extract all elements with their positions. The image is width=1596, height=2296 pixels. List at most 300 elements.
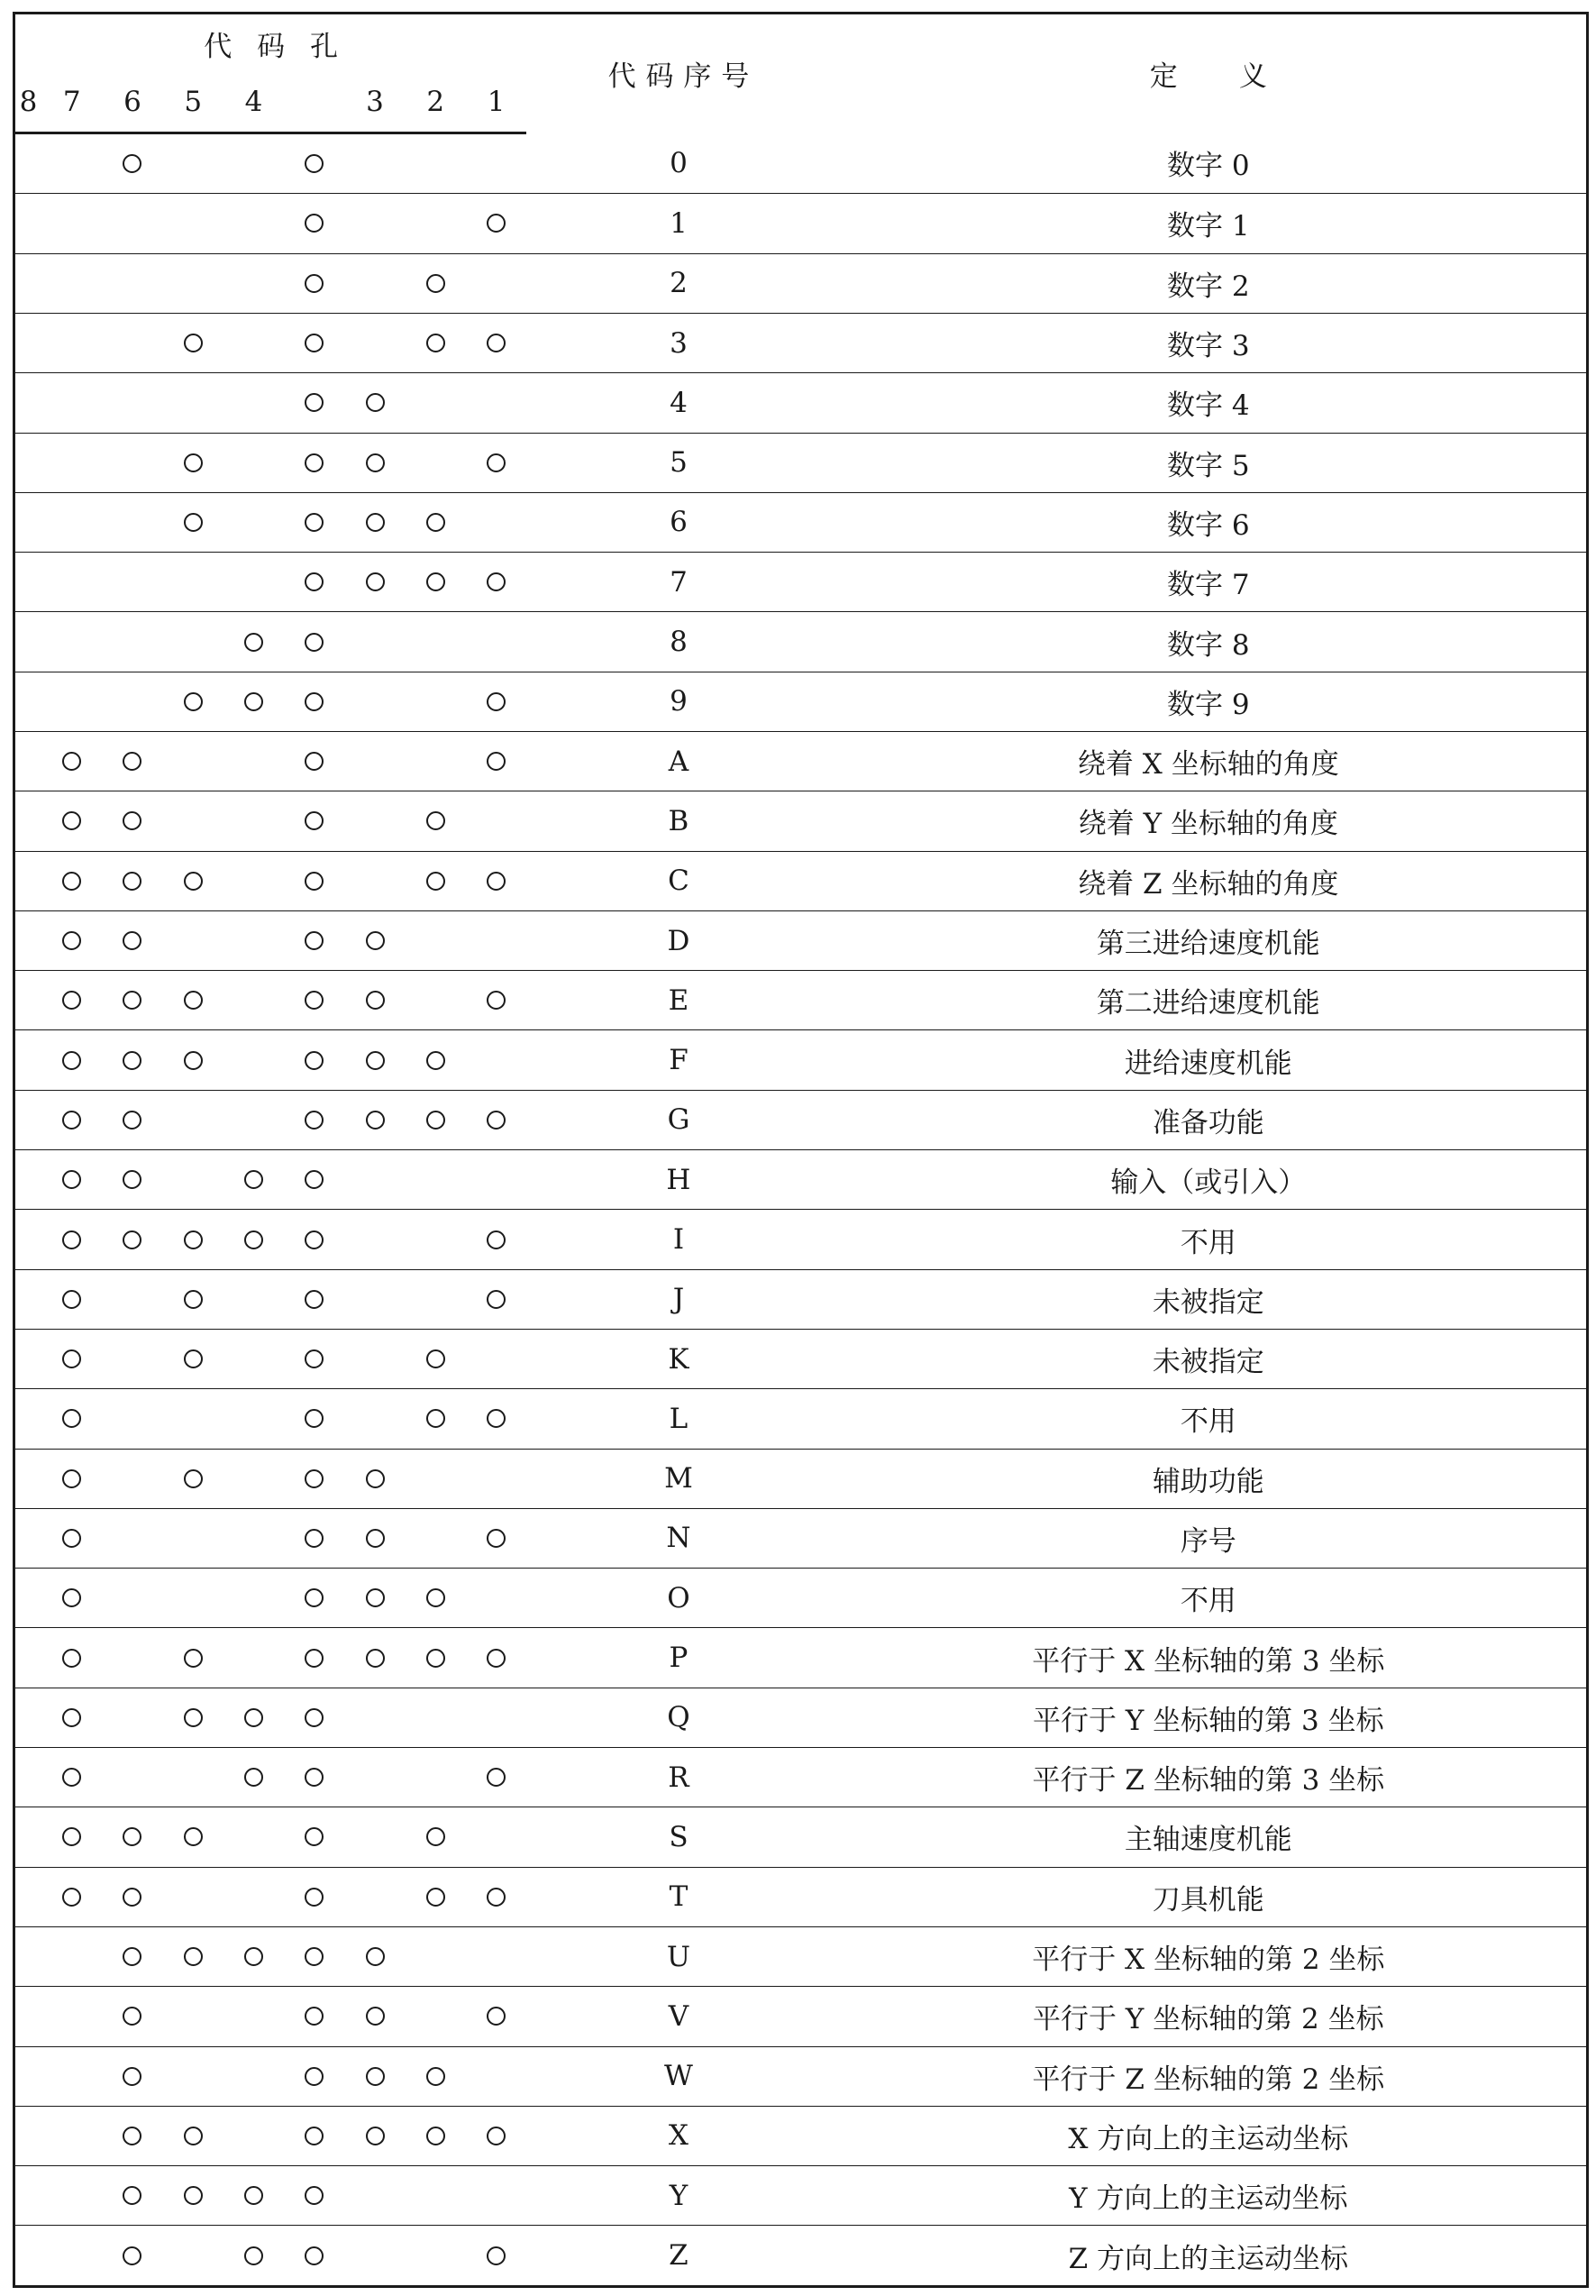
punched-hole-icon [487, 572, 506, 591]
hole-cell [14, 1688, 42, 1747]
hole-cell [163, 1389, 223, 1449]
punched-hole-icon [487, 1768, 506, 1787]
hole-cell [466, 1389, 526, 1449]
table-row [14, 1748, 1588, 1807]
hole-cell [344, 1688, 405, 1747]
hole-cell [344, 1867, 405, 1926]
hole-cell [102, 1508, 162, 1568]
hole-cell [14, 791, 42, 851]
punched-hole-icon [487, 1230, 506, 1249]
punched-hole-icon [123, 154, 141, 173]
punched-hole-icon [487, 1111, 506, 1130]
hole-cell [344, 1508, 405, 1568]
table-row [14, 253, 1588, 313]
punched-hole-icon [366, 1469, 385, 1488]
hole-cell [163, 2046, 223, 2106]
hole-cell [223, 433, 284, 492]
hole-cell [14, 612, 42, 672]
table-row [14, 1508, 1588, 1568]
hole-cell [466, 672, 526, 731]
hole-cell [41, 1628, 102, 1688]
hole-cell [163, 2106, 223, 2165]
hole-cell [284, 1210, 344, 1269]
hole-cell [406, 2106, 466, 2165]
hole-cell [344, 851, 405, 910]
hole-cell [223, 133, 284, 194]
hole-cell [223, 2046, 284, 2106]
hole-cell [344, 1748, 405, 1807]
hole-cell [223, 1449, 284, 1508]
hole-cell [163, 971, 223, 1030]
hole-cell [163, 1449, 223, 1508]
hole-cell [14, 2106, 42, 2165]
hole-cell [102, 1569, 162, 1628]
punched-hole-icon [305, 2246, 324, 2265]
hole-cell [466, 553, 526, 612]
table-row [14, 373, 1588, 433]
punched-hole-icon [62, 1409, 81, 1428]
hole-cell [466, 1807, 526, 1867]
definition-cell: 平行于 Z 坐标轴的第 2 坐标 [831, 2046, 1588, 2106]
code-seq-cell: Z [669, 2239, 689, 2273]
punched-hole-icon [426, 572, 445, 591]
bit-label: 3 [344, 72, 405, 133]
punched-hole-icon [305, 2067, 324, 2086]
hole-cell [102, 672, 162, 731]
punched-hole-icon [305, 1947, 324, 1966]
code-seq-cell: E [526, 971, 830, 1030]
hole-cell [284, 313, 344, 372]
hole-cell [163, 373, 223, 433]
code-seq-cell: O [526, 1569, 830, 1628]
hole-cell [41, 1569, 102, 1628]
hole-cell [163, 133, 223, 194]
hole-cell [14, 851, 42, 910]
hole-cell [223, 731, 284, 791]
hole-cell [41, 1748, 102, 1807]
hole-cell [466, 2166, 526, 2226]
hole-cell [344, 612, 405, 672]
punched-hole-icon [366, 1529, 385, 1548]
punched-hole-icon [184, 991, 203, 1010]
hole-cell [102, 433, 162, 492]
hole-cell [284, 1569, 344, 1628]
hole-cell [14, 1449, 42, 1508]
punched-hole-icon [305, 1529, 324, 1548]
hole-cell [102, 1748, 162, 1807]
hole-cell [466, 1090, 526, 1149]
definition-cell: 数字 4 [831, 373, 1588, 433]
hole-cell [41, 2106, 102, 2165]
hole-cell [223, 1987, 284, 2046]
hole-cell [102, 1329, 162, 1388]
hole-cell [163, 1269, 223, 1329]
hole-cell [284, 1748, 344, 1807]
bit-label: 4 [223, 72, 284, 133]
hole-cell [284, 1807, 344, 1867]
hole-cell [406, 1210, 466, 1269]
hole-cell [163, 1329, 223, 1388]
punched-hole-icon [123, 752, 141, 771]
punched-hole-icon [366, 1588, 385, 1607]
hole-cell [102, 2226, 162, 2287]
punched-hole-icon [426, 1649, 445, 1668]
code-seq-cell: 0 [526, 133, 830, 194]
code-seq-cell: I [526, 1210, 830, 1269]
hole-cell [14, 1150, 42, 1210]
punched-hole-icon [487, 752, 506, 771]
definition-cell: 数字 0 [831, 133, 1588, 194]
hole-cell [223, 492, 284, 552]
punched-hole-icon [184, 1230, 203, 1249]
punched-hole-icon [305, 1230, 324, 1249]
hole-cell [466, 2226, 526, 2287]
punched-hole-icon [305, 1409, 324, 1428]
hole-cell [466, 1210, 526, 1269]
table-row [14, 492, 1588, 552]
hole-cell [406, 731, 466, 791]
hole-cell [344, 672, 405, 731]
punched-hole-icon [305, 1768, 324, 1787]
hole-cell [284, 1926, 344, 1986]
hole-cell [14, 2226, 42, 2287]
definition-cell: 绕着 Z 坐标轴的角度 [831, 851, 1588, 910]
bit-label: 2 [406, 72, 466, 133]
punched-hole-icon [244, 1170, 263, 1189]
hole-cell [102, 373, 162, 433]
punched-hole-icon [426, 334, 445, 352]
punched-hole-icon [426, 1409, 445, 1428]
hole-cell [102, 612, 162, 672]
definition-header: 定义 [1149, 60, 1329, 94]
hole-cell [41, 851, 102, 910]
hole-cell [14, 1030, 42, 1090]
hole-cell [41, 2226, 102, 2287]
punched-hole-icon [62, 1888, 81, 1907]
hole-cell [284, 612, 344, 672]
hole-cell [406, 1569, 466, 1628]
punched-hole-icon [426, 1051, 445, 1070]
hole-cell [41, 910, 102, 970]
hole-cell [14, 133, 42, 194]
table-row [14, 2046, 1588, 2106]
hole-cell [223, 1807, 284, 1867]
definition-cell: 数字 1 [831, 194, 1588, 253]
hole-cell [102, 910, 162, 970]
hole-cell [102, 851, 162, 910]
punched-hole-icon [62, 1469, 81, 1488]
hole-cell [223, 1926, 284, 1986]
punched-hole-icon [244, 1768, 263, 1787]
definition-cell: 未被指定 [831, 1329, 1588, 1388]
hole-cell [223, 553, 284, 612]
hole-cell [406, 1867, 466, 1926]
hole-cell [102, 1867, 162, 1926]
hole-cell [163, 1867, 223, 1926]
code-seq-cell: W [526, 2046, 830, 2106]
definition-cell: 不用 [831, 1210, 1588, 1269]
punched-hole-icon [305, 1290, 324, 1309]
punched-hole-icon [366, 1947, 385, 1966]
definition-cell: 平行于 X 坐标轴的第 2 坐标 [831, 1926, 1588, 1986]
hole-cell [102, 971, 162, 1030]
hole-cell [223, 1508, 284, 1568]
punched-hole-icon [305, 1051, 324, 1070]
hole-cell [466, 971, 526, 1030]
punched-hole-icon [184, 872, 203, 891]
punched-hole-icon [305, 1111, 324, 1130]
punched-hole-icon [426, 2067, 445, 2086]
hole-cell [102, 1926, 162, 1986]
hole-cell [344, 133, 405, 194]
hole-cell [102, 1150, 162, 1210]
punched-hole-icon [184, 1349, 203, 1368]
definition-cell: 未被指定 [831, 1269, 1588, 1329]
hole-cell [344, 1150, 405, 1210]
punched-hole-icon [184, 1947, 203, 1966]
hole-cell [41, 791, 102, 851]
hole-cell [344, 1329, 405, 1388]
punched-hole-icon [184, 1827, 203, 1846]
punched-hole-icon [305, 633, 324, 652]
code-seq-cell: V [526, 1987, 830, 2046]
bit-label: 7 [41, 72, 102, 133]
hole-cell [14, 1090, 42, 1149]
hole-cell [41, 1329, 102, 1388]
bit-label: 1 [466, 72, 526, 133]
hole-cell [223, 971, 284, 1030]
hole-cell [344, 1807, 405, 1867]
hole-cell [284, 2226, 344, 2287]
punched-hole-icon [62, 1708, 81, 1727]
hole-cell [41, 1987, 102, 2046]
punched-hole-icon [366, 1111, 385, 1130]
hole-cell [163, 1748, 223, 1807]
hole-cell [406, 1748, 466, 1807]
code-seq-cell: 8 [526, 612, 830, 672]
hole-cell [466, 1569, 526, 1628]
hole-cell [41, 253, 102, 313]
hole-cell [466, 1508, 526, 1568]
hole-cell [163, 1807, 223, 1867]
punched-hole-icon [62, 1051, 81, 1070]
punched-hole-icon [62, 1768, 81, 1787]
punched-hole-icon [487, 1649, 506, 1668]
punched-hole-icon [123, 872, 141, 891]
hole-cell [406, 133, 466, 194]
hole-cell [344, 2166, 405, 2226]
hole-cell [284, 1090, 344, 1149]
punched-hole-icon [487, 2007, 506, 2026]
hole-cell [284, 1269, 344, 1329]
punched-hole-icon [305, 811, 324, 830]
hole-cell [406, 2046, 466, 2106]
table-row [14, 313, 1588, 372]
hole-cell [14, 194, 42, 253]
punched-hole-icon [184, 1649, 203, 1668]
hole-cell [163, 672, 223, 731]
hole-cell [284, 373, 344, 433]
hole-cell [344, 492, 405, 552]
punched-hole-icon [305, 1469, 324, 1488]
hole-cell [406, 313, 466, 372]
hole-cell [14, 1508, 42, 1568]
hole-cell [406, 1508, 466, 1568]
hole-cell [406, 2226, 466, 2287]
hole-cell [41, 731, 102, 791]
definition-cell: 平行于 Y 坐标轴的第 3 坐标 [831, 1688, 1588, 1747]
hole-cell [223, 1269, 284, 1329]
hole-cell [41, 1688, 102, 1747]
punched-hole-icon [426, 1588, 445, 1607]
hole-cell [284, 133, 344, 194]
definition-cell: 第三进给速度机能 [831, 910, 1588, 970]
punched-hole-icon [487, 991, 506, 1010]
punched-hole-icon [62, 1170, 81, 1189]
punched-hole-icon [487, 453, 506, 472]
punched-hole-icon [366, 931, 385, 950]
hole-cell [163, 253, 223, 313]
hole-cell [163, 1508, 223, 1568]
hole-cell [466, 194, 526, 253]
hole-cell [344, 1449, 405, 1508]
punched-hole-icon [62, 1529, 81, 1548]
hole-cell [223, 194, 284, 253]
hole-cell [284, 731, 344, 791]
table-row [14, 612, 1588, 672]
code-seq-cell: H [526, 1150, 830, 1210]
code-seq-cell: G [526, 1090, 830, 1149]
punched-hole-icon [305, 513, 324, 532]
definition-cell: 主轴速度机能 [831, 1807, 1588, 1867]
hole-cell [41, 2046, 102, 2106]
hole-cell [466, 1688, 526, 1747]
hole-cell [41, 373, 102, 433]
hole-cell [466, 731, 526, 791]
hole-cell [344, 1628, 405, 1688]
hole-cell [163, 791, 223, 851]
definition-cell: 不用 [831, 1569, 1588, 1628]
hole-cell [14, 253, 42, 313]
hole-cell [41, 492, 102, 552]
hole-cell [466, 851, 526, 910]
hole-cell [223, 1150, 284, 1210]
code-seq-cell: Q [526, 1688, 830, 1747]
code-seq-cell: 5 [526, 433, 830, 492]
hole-cell [344, 1569, 405, 1628]
definition-cell: 数字 2 [831, 253, 1588, 313]
punched-hole-icon [184, 334, 203, 352]
table-row [14, 1926, 1588, 1986]
punched-hole-icon [366, 513, 385, 532]
punched-hole-icon [123, 811, 141, 830]
hole-cell [344, 2106, 405, 2165]
punched-hole-icon [305, 2186, 324, 2205]
hole-cell [102, 731, 162, 791]
hole-cell [102, 791, 162, 851]
header-row-1 [14, 14, 1588, 73]
punched-hole-icon [184, 2186, 203, 2205]
hole-cell [344, 1090, 405, 1149]
punched-hole-icon [123, 2127, 141, 2145]
punched-hole-icon [62, 1349, 81, 1368]
punched-hole-icon [305, 154, 324, 173]
hole-cell [163, 1569, 223, 1628]
table-row [14, 1210, 1588, 1269]
hole-cell [102, 1688, 162, 1747]
hole-cell [163, 851, 223, 910]
hole-cell [163, 1030, 223, 1090]
hole-cell [344, 253, 405, 313]
table-row [14, 1389, 1588, 1449]
hole-cell [14, 492, 42, 552]
hole-cell [466, 313, 526, 372]
hole-cell [41, 313, 102, 372]
hole-cell [406, 971, 466, 1030]
code-table-body [14, 133, 1588, 2287]
hole-cell [406, 1150, 466, 1210]
hole-cell [14, 971, 42, 1030]
definition-cell: Y 方向上的主运动坐标 [831, 2166, 1588, 2226]
hole-cell [466, 1867, 526, 1926]
hole-cell [466, 1329, 526, 1388]
punched-hole-icon [366, 453, 385, 472]
punched-hole-icon [123, 1051, 141, 1070]
punched-hole-icon [62, 1290, 81, 1309]
hole-cell [223, 2166, 284, 2226]
table-row [14, 433, 1588, 492]
punched-hole-icon [487, 2127, 506, 2145]
hole-cell [466, 1449, 526, 1508]
hole-cell [344, 553, 405, 612]
hole-cell [223, 313, 284, 372]
code-seq-cell: R [526, 1748, 830, 1807]
code-seq-cell: J [526, 1269, 830, 1329]
table-row [14, 553, 1588, 612]
punched-hole-icon [184, 1290, 203, 1309]
hole-cell [14, 672, 42, 731]
hole-cell [102, 1030, 162, 1090]
table-row [14, 971, 1588, 1030]
hole-cell [344, 194, 405, 253]
definition-cell: 进给速度机能 [831, 1030, 1588, 1090]
hole-cell [14, 2046, 42, 2106]
punched-hole-icon [244, 1708, 263, 1727]
table-row [14, 2166, 1588, 2226]
punched-hole-icon [123, 1111, 141, 1130]
punched-hole-icon [426, 513, 445, 532]
bit-label: 5 [163, 72, 223, 133]
code-hole-header: 代码孔 [204, 30, 363, 63]
punched-hole-icon [305, 931, 324, 950]
punched-hole-icon [487, 1529, 506, 1548]
code-seq-cell: S [526, 1807, 830, 1867]
code-seq-cell: X [526, 2106, 830, 2165]
definition-cell: 绕着 X 坐标轴的角度 [831, 731, 1588, 791]
table-row [14, 1150, 1588, 1210]
punched-hole-icon [305, 1170, 324, 1189]
hole-cell [406, 1449, 466, 1508]
hole-cell [163, 194, 223, 253]
hole-cell [406, 1807, 466, 1867]
punched-hole-icon [244, 1230, 263, 1249]
punched-hole-icon [123, 1947, 141, 1966]
hole-cell [406, 194, 466, 253]
hole-cell [102, 1090, 162, 1149]
code-seq-cell: K [526, 1329, 830, 1388]
punched-hole-icon [305, 872, 324, 891]
punched-hole-icon [305, 334, 324, 352]
